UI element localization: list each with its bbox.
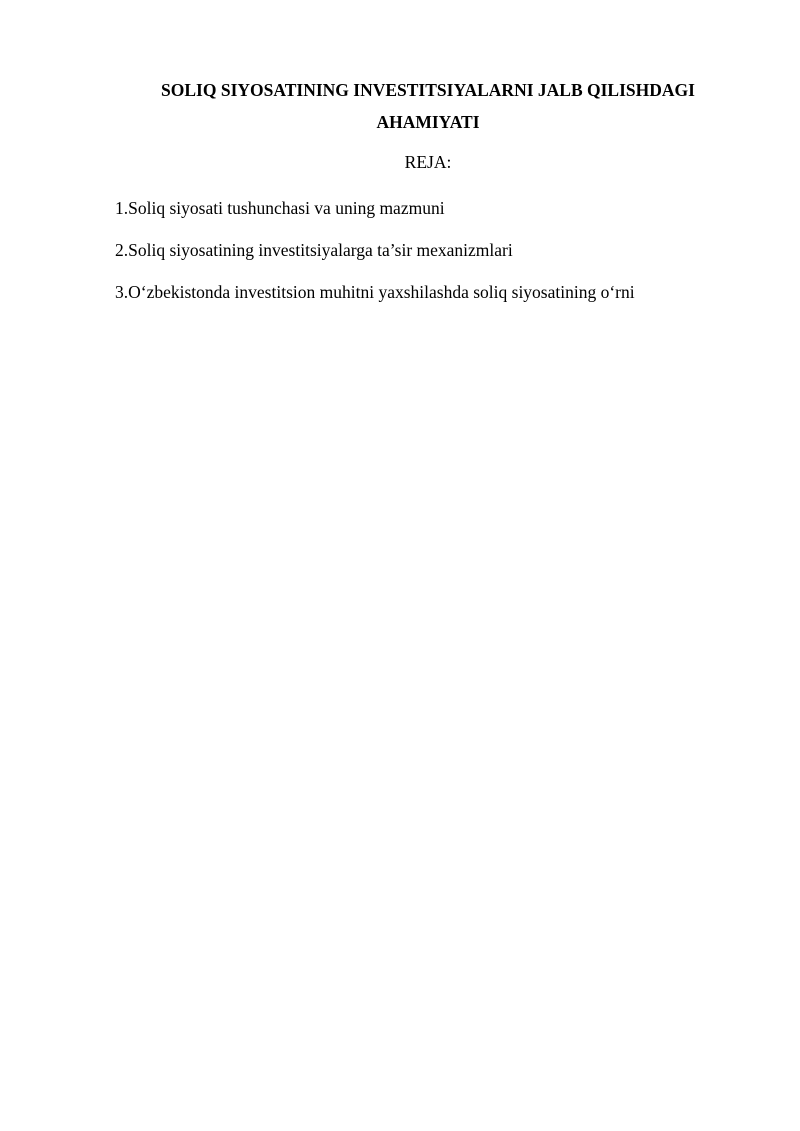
title-line-2: AHAMIYATI xyxy=(376,112,480,132)
plan-item-1: 1.Soliq siyosati tushunchasi va uning mazmuni xyxy=(115,198,445,218)
plan-list xyxy=(115,196,635,322)
plan-heading: REJA: xyxy=(404,152,452,172)
document-title xyxy=(118,74,738,138)
plan-item-2: 2.Soliq siyosatining investitsiyalarga ta’sir mexanizmlari xyxy=(115,240,513,260)
plan-item-3: 3.O‘zbekistonda investitsion muhitni yaxshilashda soliq siyosatining o‘rni xyxy=(115,282,635,302)
title-line-1: SOLIQ SIYOSATINING INVESTITSIYALARNI JALB QILISHDAGI xyxy=(161,80,695,100)
